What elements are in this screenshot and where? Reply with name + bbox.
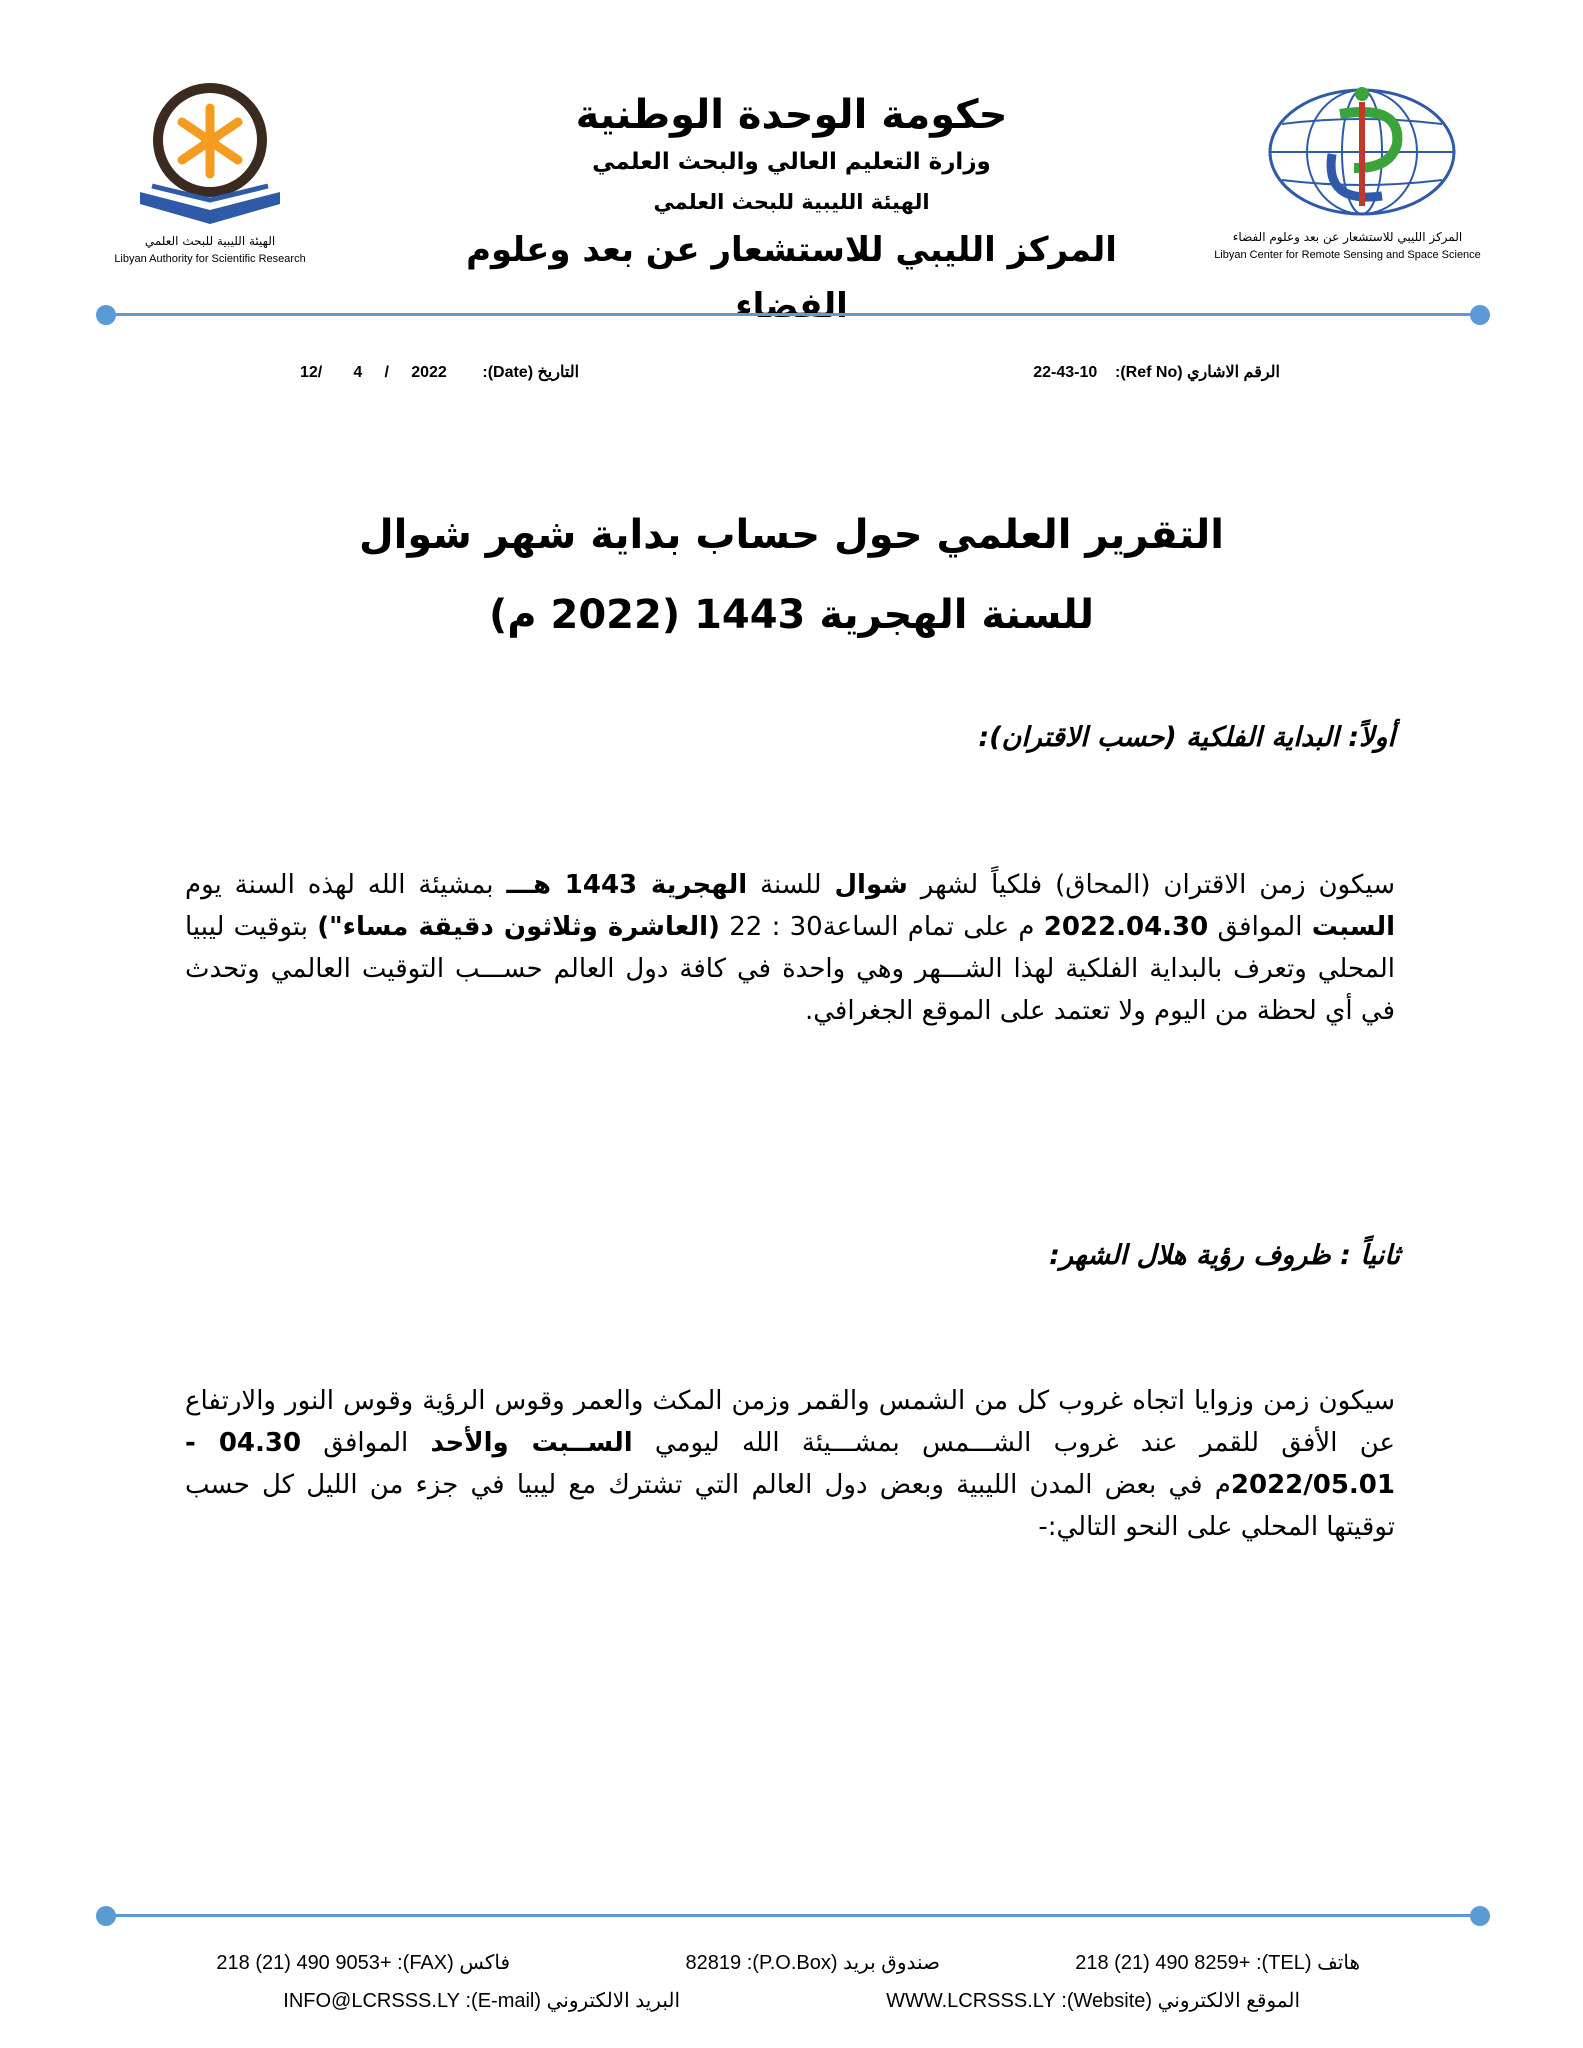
s2-days: الســبت والأحد (430, 1428, 633, 1458)
date-day: 12/ (300, 364, 323, 381)
center-logo (1262, 84, 1462, 224)
footer-website[interactable]: الموقع الالكتروني (Website): WWW.LCRSSS.LY (886, 1990, 1300, 2012)
center-caption-ar: المركز الليبي للاستشعار عن بعد وعلوم الفضاء (1232, 230, 1463, 244)
authority-logo (130, 82, 290, 232)
s2-text-c: م في بعض المدن الليبية وبعض دول العالم التي تشترك مع ليبيا في جزء من الليل كل حسب توقيتها المحلي على النحو التالي:- (185, 1470, 1395, 1542)
authority-logo-caption (90, 232, 330, 268)
report-subtitle: للسنة الهجرية 1443 (2022 م) (488, 592, 1095, 638)
date-month: 4 (353, 364, 363, 381)
date-year: 2022 (411, 364, 447, 381)
section1-paragraph (185, 864, 1395, 1032)
center-name: المركز الليبي للاستشعار عن بعد وعلوم الفضاء (466, 230, 1117, 326)
footer-divider-dot-left (96, 1906, 116, 1926)
s1-text-e: م على تمام الساعة30 : 22 (719, 912, 1044, 942)
ministry-name: وزارة التعليم العالي والبحث العلمي (592, 149, 991, 175)
section1-heading: أولاً: البداية الفلكية (حسب الاقتران): (978, 722, 1395, 753)
footer-divider (105, 1914, 1480, 1917)
report-title: التقرير العلمي حول حساب بداية شهر شوال (358, 512, 1225, 558)
government-name: حكومة الوحدة الوطنية (575, 92, 1008, 138)
header-divider-dot-right (1470, 305, 1490, 325)
center-caption-en: Libyan Center for Remote Sensing and Space Science (1214, 249, 1481, 261)
letterhead (430, 88, 1153, 334)
header-divider (105, 313, 1480, 316)
authority-name: الهيئة الليبية للبحث العلمي (653, 190, 930, 214)
s1-text-f: بتوقيت ليبيا المحلي وتعرف بالبداية الفلكية لهذا الشـــهر وهي واحدة في كافة دول العالم حســـب التوقيت العالمي وتحدث في أي لحظة من اليوم ولا تعتمد على الموقع الجغرافي. (185, 912, 1395, 1026)
footer-pobox: صندوق بريد (P.O.Box): 82819 (685, 1952, 940, 1974)
s2-text-a: سيكون زمن وزوايا اتجاه غروب كل من الشمس والقمر وزمن المكث والعمر وقوس الرؤية وقوس النور والارتفاع عن الأفق للقمر عند غروب الشـــمس بمشـــيئة الله ليومي (185, 1386, 1395, 1458)
authority-caption-en: Libyan Authority for Scientific Research (114, 253, 306, 265)
footer-tel: هاتف (TEL): +218 (21) 490 8259 (1075, 1952, 1360, 1974)
s1-hijri-year: الهجرية 1443 هـــ (506, 870, 748, 900)
footer-email[interactable]: البريد الالكتروني (E-mail): INFO@LCRSSS.LY (283, 1990, 680, 2012)
s1-text-c: بمشيئة الله لهذه السنة يوم (185, 870, 507, 900)
s1-gregorian-date: 2022.04.30 (1043, 912, 1209, 942)
s2-text-b: الموافق (301, 1428, 431, 1458)
s1-text-d: الموافق (1208, 912, 1312, 942)
date-label: التاريخ (Date): (482, 364, 580, 381)
footer-fax: فاكس (FAX): +218 (21) 490 9053 (216, 1952, 510, 1974)
s1-text-a: سيكون زمن الاقتران (المحاق) فلكياً لشهر (907, 870, 1395, 900)
date-separator: / (384, 364, 389, 381)
header-divider-dot-left (96, 305, 116, 325)
ref-value: 22-43-10 (1033, 364, 1098, 381)
s1-shawwal: شوال (834, 870, 908, 900)
s1-time-words: (العاشرة وثلاثون دقيقة مساء") (317, 912, 720, 942)
letter-date (300, 362, 640, 382)
center-logo-caption (1195, 228, 1500, 264)
section2-paragraph (185, 1380, 1395, 1548)
section2-heading: ثانياً : ظروف رؤية هلال الشهر: (1049, 1240, 1400, 1271)
ref-label: الرقم الاشاري (Ref No): (1115, 364, 1280, 381)
s1-saturday: السبت (1311, 912, 1395, 942)
reference-number (990, 362, 1280, 382)
s1-text-b: للسنة (747, 870, 835, 900)
s2-dates: 04.30 - 2022/05.01 (185, 1428, 1395, 1500)
authority-caption-ar: الهيئة الليبية للبحث العلمي (144, 234, 276, 248)
footer-divider-dot-right (1470, 1906, 1490, 1926)
